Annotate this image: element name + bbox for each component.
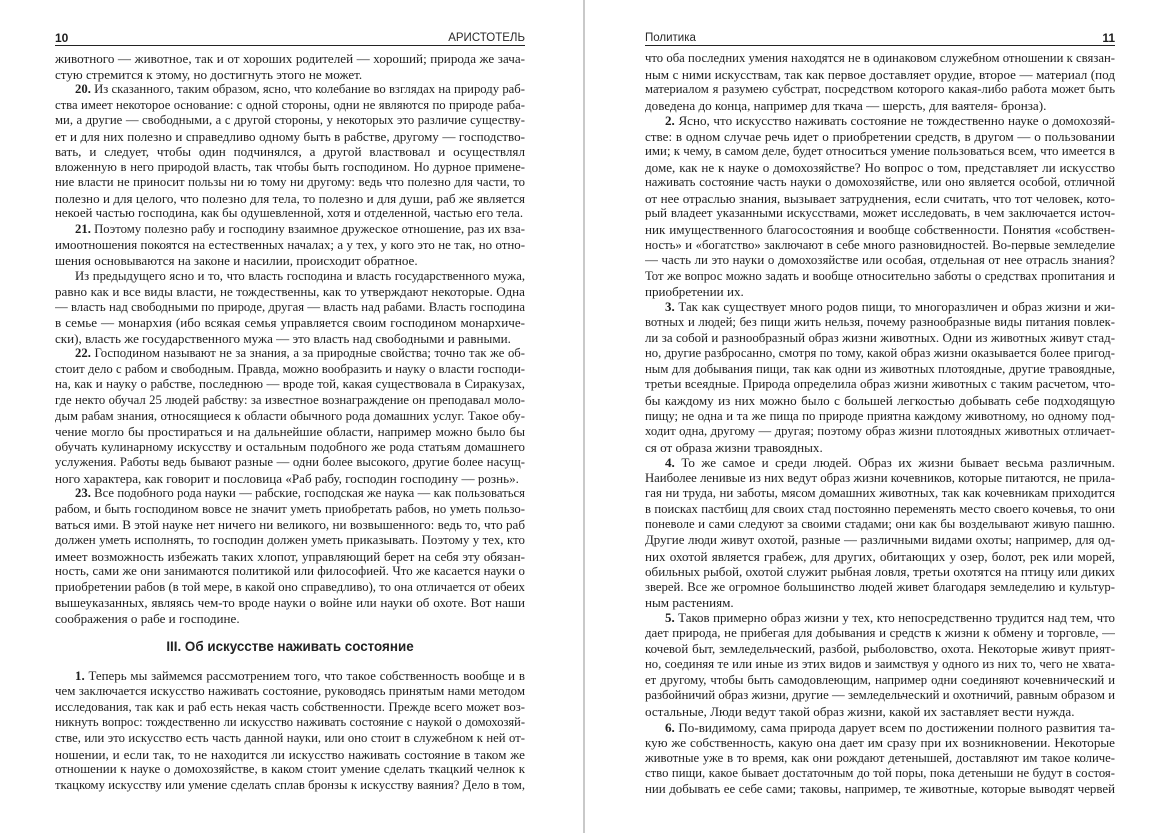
line-text: приобретении их. bbox=[645, 284, 744, 300]
line-text: ми, а другие — свободными, а с другой стороны, у некоторых это различие существу- bbox=[55, 113, 525, 128]
text-line bbox=[55, 129, 525, 145]
text-line bbox=[645, 611, 1115, 627]
paragraph-number: 22. bbox=[75, 346, 91, 361]
line-text: третьи всеядные. Природа определила образ жизни животных с таким расчетом, что- bbox=[645, 377, 1115, 392]
line-text: но, другие разбросанно, смотря по тому, какой образ жизни оказывается более пригод- bbox=[645, 346, 1115, 361]
text-line bbox=[55, 564, 525, 580]
paragraph bbox=[55, 346, 525, 486]
line-text: рабом, и быть господином вовсе не значит уметь приобретать рабов, но уметь пользо- bbox=[55, 501, 525, 516]
line-text: остальные, Люди ведут такой образ жизни, какой их заставляет вести нужда. bbox=[645, 703, 1075, 719]
paragraph-number: 2. bbox=[665, 113, 675, 129]
text-line bbox=[645, 720, 1115, 736]
text-line bbox=[55, 269, 525, 285]
text-line bbox=[55, 762, 525, 778]
line-text: равно как и все виды власти, не тождественны, как то утверждают некоторые. Одна bbox=[55, 284, 525, 300]
line-text: обучать кулинарному искусству и остальным подобного же рода статьям домашнего bbox=[55, 439, 525, 454]
text-line bbox=[645, 175, 1115, 191]
text-line bbox=[55, 300, 525, 316]
line-text: Господином называют не за знания, а за природные свойства; точно так же об- bbox=[90, 346, 525, 361]
text-line bbox=[645, 362, 1115, 378]
text-line bbox=[55, 67, 525, 83]
text-line bbox=[55, 144, 525, 160]
line-text: поневоле и сами следуют за своими стадами; они как бы возделывают живую пашню. bbox=[645, 517, 1115, 532]
text-line bbox=[645, 673, 1115, 689]
line-text: шения основываются на законе и насилии, происходит обратное. bbox=[55, 253, 418, 269]
text-line bbox=[55, 669, 525, 685]
line-text: наживать состояние часть науки о домохозяйстве, или оно является особой, отличной bbox=[645, 175, 1115, 190]
paragraph-number: 20. bbox=[75, 82, 91, 97]
paragraph bbox=[645, 611, 1115, 720]
text-line bbox=[645, 300, 1115, 316]
text-line bbox=[645, 549, 1115, 565]
line-text: имоотношения покоятся на естественных началах; а у тех, у кого это не так, но отно- bbox=[55, 237, 525, 252]
text-line bbox=[645, 315, 1115, 331]
text-line bbox=[55, 51, 525, 67]
line-text: кочевой быт, земледельческий, разбой, рыболовство, охота. Некоторые живут прият- bbox=[645, 641, 1115, 656]
line-text: исследования, так как и раб есть некая часть собственности. Прежде всего может воз- bbox=[55, 699, 525, 714]
line-text: где некто обучал 25 людей рабству: за известное вознаграждение он преподавал моло- bbox=[55, 393, 525, 408]
text-line bbox=[645, 486, 1115, 502]
line-text: приобретении рабов (в той мере, в какой оно справедливо), то она отличается от обеих bbox=[55, 579, 525, 594]
line-text: дым рабам знания, относящиеся к области обычного рода домашних услуг. Такое обу- bbox=[55, 408, 525, 423]
text-line bbox=[645, 782, 1115, 798]
text-line bbox=[645, 269, 1115, 285]
text-line bbox=[645, 253, 1115, 269]
text-line bbox=[55, 346, 525, 362]
line-text: стве: в одном случае речь идет о приобретении средств, в другом — о пользовании bbox=[645, 128, 1115, 144]
line-text: ность, сами же они занимаются политикой или философией. Что же касается науки о bbox=[55, 564, 525, 579]
text-line bbox=[55, 517, 525, 533]
running-title: Политика bbox=[645, 32, 696, 44]
line-text: в семье — монархия (ибо всякая семья управляется своим господином монархиче- bbox=[55, 315, 525, 331]
line-text: ного характера, как говорит и пословица «Раб рабу, господин господину — рознь». bbox=[55, 470, 519, 486]
line-text: в поисках пастбищ для своих стад постоянно переменять место своего кочевья, то они bbox=[645, 501, 1115, 516]
paragraph bbox=[55, 269, 525, 347]
text-line bbox=[55, 747, 525, 763]
text-line bbox=[645, 346, 1115, 362]
paragraph-number: 21. bbox=[75, 222, 91, 237]
text-line bbox=[645, 393, 1115, 409]
text-line bbox=[55, 362, 525, 378]
line-text: Так как существует много родов пищи, то многоразличен и образ жизни и жи- bbox=[674, 299, 1115, 314]
line-text: вать, и следует, чтобы один подчинялся, а другой властвовал и осуществлял bbox=[55, 144, 525, 160]
text-line bbox=[55, 715, 525, 731]
paragraph-number: 4. bbox=[665, 455, 675, 471]
line-text: Наиболее ленивые из них ведут образ жизни кочевников, которые питаются, не прила- bbox=[645, 470, 1115, 485]
line-text: ли за собой и разнообразный образ жизни животных. Одни из животных живут стад- bbox=[645, 330, 1115, 345]
text-line bbox=[645, 51, 1115, 67]
text-line bbox=[645, 67, 1115, 83]
running-title: АРИСТОТЕЛЬ bbox=[448, 32, 525, 44]
line-text: ткацкому искусству или умение сделать сплав бронзы к искусству ваяния? Дело в том, bbox=[55, 777, 525, 792]
text-line bbox=[645, 377, 1115, 393]
line-text: — часть ли это науки о домохозяйстве или особая, отдельная от нее отрасль знания? bbox=[645, 253, 1115, 268]
paragraph bbox=[55, 222, 525, 269]
text-line bbox=[55, 160, 525, 176]
line-text: вышеуказанных, являясь чем-то вроде науки о войне или науки об охоте. Вот наши bbox=[55, 595, 525, 611]
line-text: бы каждому из них можно было с большей легкостью добывать себе подходящую bbox=[645, 393, 1115, 409]
text-line bbox=[55, 471, 525, 487]
text-line bbox=[645, 517, 1115, 533]
line-text: чение могло бы простираться и на дальнейшие области, например можно было бы bbox=[55, 424, 525, 440]
line-text: стоит дело с рабом и свободным. Правда, можно вообразить и науку о власти господи- bbox=[55, 361, 525, 376]
line-text: стую стремится к этому, но достигнуть этого не может. bbox=[55, 66, 363, 82]
line-text: Все подобного рода науки — рабские, господская же наука — как пользоваться bbox=[90, 486, 525, 501]
paragraph bbox=[645, 455, 1115, 610]
line-text: услужения. Работы ведь бывают разные — одни более высокого, другие более насущ- bbox=[55, 455, 525, 470]
text-line bbox=[645, 735, 1115, 751]
text-line bbox=[645, 222, 1115, 238]
text-line bbox=[55, 409, 525, 425]
line-text: Из сказанного, таким образом, ясно, что колебание во взглядах на природу раб- bbox=[90, 82, 525, 97]
text-line bbox=[645, 113, 1115, 129]
line-text: вложенную в него природой власть, так чтобы быть господином. Но дурное примене- bbox=[55, 159, 525, 174]
paragraph-number: 3. bbox=[665, 299, 675, 314]
line-text: должен уметь исполнять, то господин должен уметь приказывать. Поэтому у тех, кто bbox=[55, 532, 525, 547]
line-text: ходит одна, другому — другая; поэтому образ жизни плотоядных животных отличает- bbox=[645, 424, 1115, 439]
paragraph-number: 1. bbox=[75, 668, 85, 683]
line-text: животные уже в то время, как они рождают детенышей, доставляют им такое количе- bbox=[645, 750, 1115, 765]
text-line bbox=[645, 284, 1115, 300]
text-line bbox=[55, 731, 525, 747]
line-text: ношении, и если так, то не находится ли искусство наживать состояние в таком же bbox=[55, 746, 525, 762]
line-text: зверей. Все же огромное большинство людей живет благодаря земледелию и культур- bbox=[645, 579, 1115, 594]
paragraph bbox=[645, 720, 1115, 798]
text-line bbox=[55, 175, 525, 191]
text-line bbox=[645, 160, 1115, 176]
text-line bbox=[55, 580, 525, 596]
text-line bbox=[645, 206, 1115, 222]
text-line bbox=[55, 595, 525, 611]
paragraph bbox=[55, 82, 525, 222]
text-line bbox=[645, 238, 1115, 254]
line-text: вотных и людей; без пищи жить нельзя, почему разнообразные виды питания повлек- bbox=[645, 315, 1115, 330]
text-line bbox=[55, 191, 525, 207]
text-line bbox=[55, 238, 525, 254]
text-line bbox=[645, 564, 1115, 580]
paragraph-number: 5. bbox=[665, 610, 675, 625]
line-text: никнуть вопрос: тождественно ли искусство наживать состояние с наукой о домохозяй- bbox=[55, 715, 525, 730]
left-page-body bbox=[55, 51, 525, 793]
line-text: но, соединяя те или иные из этих видов и заимствуя у одного из них то, чего не хвата- bbox=[645, 657, 1115, 672]
text-line bbox=[645, 751, 1115, 767]
line-text: ность» и «богатство» заключают в себе много разновидностей. Во-первые земледелие bbox=[645, 237, 1115, 252]
line-text: полезно и для целого, что полезно для тела, то полезно и для души, раб же является bbox=[55, 190, 525, 206]
text-line bbox=[645, 98, 1115, 114]
text-line bbox=[55, 549, 525, 565]
line-text: доведена до конца, например для ткача — шерсть, для ваятеля- бронза). bbox=[645, 97, 1047, 113]
line-text: Ясно, что искусство наживать состояние не тождественно науке о домохозяй- bbox=[674, 113, 1115, 129]
section-heading: III. Об искусстве наживать состояние bbox=[166, 639, 414, 655]
text-line bbox=[645, 331, 1115, 347]
paragraph bbox=[55, 51, 525, 82]
text-line bbox=[55, 424, 525, 440]
text-line bbox=[55, 440, 525, 456]
text-line bbox=[55, 455, 525, 471]
line-text: ет и для них полезно и справедливо одному быть в рабстве, другому — господство- bbox=[55, 128, 525, 144]
line-text: них охотой является грабеж, для других, обитающих у озер, болот, рек или морей, bbox=[645, 548, 1115, 564]
line-text: Таков примерно образ жизни у тех, кто непосредственно трудится над тем, что bbox=[674, 610, 1115, 625]
text-line bbox=[645, 626, 1115, 642]
text-line bbox=[645, 688, 1115, 704]
line-text: рый владеет указанными искусствами, может исследовать, в чем заключается источ- bbox=[645, 206, 1115, 221]
line-text: обильных рыбой, охотой служит рыбная ловля, третьи охотятся на птицу или диких bbox=[645, 564, 1115, 580]
line-text: гая ни труда, ни заботы, мясом домашних животных, так как кочевникам приходится bbox=[645, 486, 1115, 501]
page-gutter-divider bbox=[583, 0, 585, 833]
text-line bbox=[55, 331, 525, 347]
line-text: чем заключается искусство наживать состояние, руководясь принятым нами методом bbox=[55, 684, 525, 699]
text-line bbox=[55, 684, 525, 700]
line-text: нии добывать ее себе сами; таковы, например, те животные, которые выводят червей bbox=[645, 781, 1115, 796]
text-line bbox=[645, 82, 1115, 98]
text-line bbox=[55, 502, 525, 518]
text-line bbox=[55, 533, 525, 549]
text-line bbox=[645, 455, 1115, 471]
text-line bbox=[55, 253, 525, 269]
paragraph bbox=[645, 113, 1115, 300]
line-text: пищу; не одна и та же пища по природе приятна каждому животному, но одному под- bbox=[645, 408, 1115, 423]
line-text: материалом я разумею субстрат, посредством которого какая-либо работа может быть bbox=[645, 82, 1115, 97]
line-text: Теперь мы займемся рассмотрением того, что такое собственность вообще и в bbox=[84, 668, 525, 683]
text-line bbox=[55, 284, 525, 300]
text-line bbox=[55, 315, 525, 331]
text-line bbox=[55, 486, 525, 502]
line-text: отношении к науке о домохозяйстве, в каком стоит умение сделать ткацкий челнок к bbox=[55, 762, 525, 777]
text-line bbox=[645, 129, 1115, 145]
text-line bbox=[55, 377, 525, 393]
text-line bbox=[645, 533, 1115, 549]
text-line bbox=[645, 642, 1115, 658]
text-line bbox=[55, 206, 525, 222]
paragraph-number: 6. bbox=[665, 719, 675, 735]
text-line bbox=[55, 611, 525, 627]
line-text: ство пищи, какое бывает достаточным до той поры, пока детеныши не будут в состоя- bbox=[645, 766, 1115, 781]
text-line bbox=[55, 82, 525, 98]
line-text: некоей частью господина, как бы одушевленной, хотя и отделенной, частью его тела. bbox=[55, 206, 524, 221]
right-page-body bbox=[645, 51, 1115, 797]
line-text: Поэтому полезно рабу и господину взаимное дружеское отношение, раз их вза- bbox=[90, 222, 525, 237]
line-text: от нее отраслью знания, вызывает затруднения, если считать, что тот человек, кото- bbox=[645, 190, 1115, 206]
page-number: 10 bbox=[55, 31, 69, 45]
line-text: дает природа, не прибегая для добывания и средств к жизни к обмену и торговле, — bbox=[645, 626, 1115, 641]
text-line bbox=[645, 440, 1115, 456]
line-text: Из предыдущего ясно и то, что власть господина и власть государственного мужа, bbox=[75, 268, 525, 283]
line-text: доме, как не к науке о домохозяйстве? Но вопрос о том, представляет ли искусство bbox=[645, 159, 1115, 175]
line-text: ства имеет некоторое основание: с одной стороны, одни не являются по природе раба- bbox=[55, 97, 525, 112]
text-line bbox=[55, 98, 525, 114]
line-text: разбойничий образ жизни, другие — земледельческий и охотничий, равным образом и bbox=[645, 688, 1115, 703]
line-text: что оба последних умения находятся не в одинаковом служебном отношении к связан- bbox=[645, 51, 1115, 65]
line-text: ным для добывания пищи, так как одни из животных плотоядные, другие травоядные, bbox=[645, 361, 1115, 376]
line-text: Тот же вопрос можно задать и вообще относительно заботы о средствах пропитания и bbox=[645, 268, 1115, 283]
text-line bbox=[645, 595, 1115, 611]
line-text: ник имущественного благосостояния и вообще собственности. Понятия «собствен- bbox=[645, 222, 1115, 238]
text-line bbox=[55, 778, 525, 794]
text-line bbox=[645, 144, 1115, 160]
line-text: ным с ними искусствам, так как первое доставляет орудие, второе — материал (под bbox=[645, 66, 1115, 82]
line-text: — власть над свободными по природе, другая — власть над рабами. Власть господина bbox=[55, 299, 525, 314]
paragraph bbox=[645, 51, 1115, 113]
line-text: То же самое и среди людей. Образ их жизни бывает весьма различным. bbox=[674, 455, 1115, 471]
text-line bbox=[55, 700, 525, 716]
line-text: ся от образа жизни травоядных. bbox=[645, 439, 823, 455]
text-line bbox=[645, 191, 1115, 207]
right-page-header bbox=[645, 29, 1115, 46]
line-text: По-видимому, сама природа дарует всем по достижении полного развития та- bbox=[674, 719, 1115, 735]
left-page-header bbox=[55, 29, 525, 46]
line-text: на, как и науку о рабстве, последнюю — вроде той, какая существовала в Сиракузах, bbox=[55, 377, 525, 392]
text-line bbox=[645, 657, 1115, 673]
line-text: ваться ими. В этой науке нет ничего ни великого, ни возвышенного: ведь то, что раб bbox=[55, 517, 525, 533]
line-text: кую же собственность, какую она дает им сразу при их возникновении. Некоторые bbox=[645, 735, 1115, 751]
line-text: ими; к чему, в самом деле, будет относиться умение пользоваться всем, что имеется в bbox=[645, 144, 1115, 159]
line-text: ски), власть же государственного мужа — это власть над свободными и равными. bbox=[55, 330, 511, 346]
line-text: ние власти не приносит пользы ни ю тому ни другому: ведь что полезно для части, то bbox=[55, 175, 525, 190]
line-text: Другие люди живут охотой, разные — различными видами охоты; например, для од- bbox=[645, 532, 1115, 547]
line-text: соображения о рабе и господине. bbox=[55, 610, 240, 626]
text-line bbox=[645, 502, 1115, 518]
text-line bbox=[55, 393, 525, 409]
right-page bbox=[586, 0, 1172, 833]
page-number: 11 bbox=[1102, 31, 1115, 45]
text-line bbox=[645, 424, 1115, 440]
text-line bbox=[55, 113, 525, 129]
text-line bbox=[645, 766, 1115, 782]
text-line bbox=[645, 409, 1115, 425]
paragraph bbox=[645, 300, 1115, 455]
line-text: животного — животное, так и от хороших родителей — хороший; природа же зача- bbox=[55, 51, 525, 66]
line-text: ет другому, чтобы быть самодовлеющим, например одни соединяют кочевнический и bbox=[645, 672, 1115, 687]
paragraph bbox=[55, 486, 525, 626]
line-text: имеет возможность избежать таких хлопот, управляющий берет на себя эту обязан- bbox=[55, 548, 525, 564]
text-line bbox=[645, 704, 1115, 720]
text-line bbox=[55, 222, 525, 238]
text-line bbox=[645, 471, 1115, 487]
paragraph-number: 23. bbox=[75, 486, 91, 501]
left-page bbox=[0, 0, 584, 833]
line-text: стве, или это искусство есть часть данной науки, или оно стоит в служебном к ней от- bbox=[55, 730, 525, 745]
text-line bbox=[645, 580, 1115, 596]
paragraph bbox=[55, 669, 525, 793]
line-text: ным растениям. bbox=[645, 595, 734, 611]
